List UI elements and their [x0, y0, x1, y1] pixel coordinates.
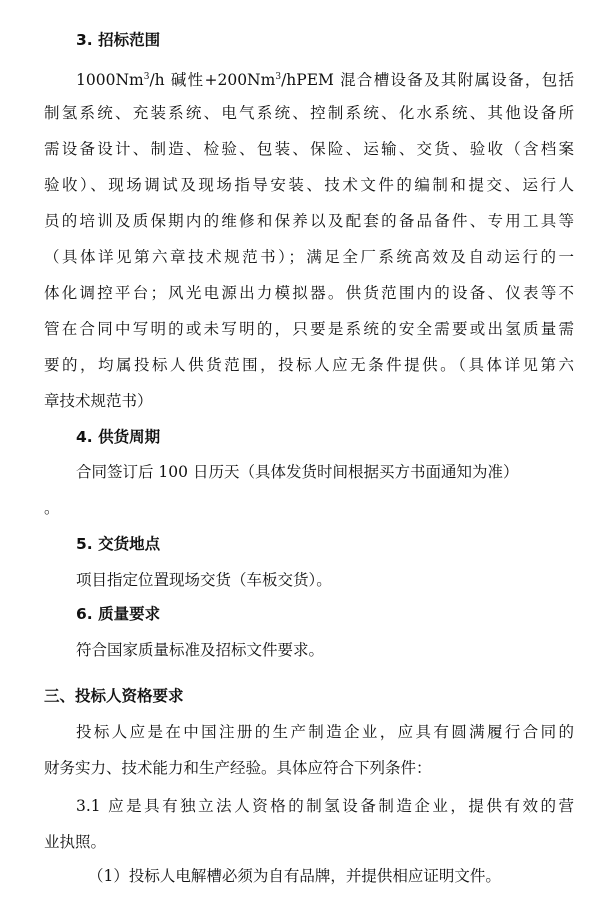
text-run: /hPEM 混合槽设备及其附属设备，包括 [281, 71, 574, 89]
section-3-paragraph-line-1 [76, 67, 574, 90]
item-1: （1）投标人电解槽必须为自有品牌，并提供相应证明文件。 [88, 867, 501, 885]
text-run: /h 碱性+200Nm [149, 71, 276, 89]
section-6-heading: 6. 质量要求 [76, 605, 161, 623]
paragraph-line: 章技术规范书） [44, 392, 153, 410]
section-4-text-line-1: 合同签订后 100 日历天（具体发货时间根据买方书面通知为准） [76, 463, 519, 481]
paragraph-line: 制氢系统、充装系统、电气系统、控制系统、化水系统、其他设备所 [44, 104, 574, 122]
section-5-text: 项目指定位置现场交货（车板交货）。 [76, 571, 332, 589]
section-3-heading: 3. 招标范围 [76, 31, 161, 49]
paragraph-line: 员的培训及质保期内的维修和保养以及配套的备品备件、专用工具等 [44, 212, 574, 230]
part-3-heading: 三、投标人资格要求 [44, 687, 184, 705]
superscript: 3 [275, 72, 282, 82]
section-6-text: 符合国家质量标准及招标文件要求。 [76, 641, 325, 659]
part-3-intro-line-2: 财务实力、技术能力和生产经验。具体应符合下列条件： [44, 759, 432, 777]
item-3-1-line-1: 3.1 应是具有独立法人资格的制氢设备制造企业，提供有效的营 [76, 797, 574, 815]
paragraph-line: （具体详见第六章技术规范书）；满足全厂系统高效及自动运行的一 [44, 248, 574, 266]
paragraph-line: 需设备设计、制造、检验、包装、保险、运输、交货、验收（含档案 [44, 140, 574, 158]
section-4-text-line-2: 。 [44, 499, 60, 517]
paragraph-line: 要的，均属投标人供货范围，投标人应无条件提供。（具体详见第六 [44, 356, 574, 374]
section-4-heading: 4. 供货周期 [76, 428, 161, 446]
superscript: 3 [143, 72, 150, 82]
text-run: 1000Nm [76, 71, 144, 89]
paragraph-line: 体化调控平台；风光电源出力模拟器。供货范围内的设备、仪表等不 [44, 284, 574, 302]
section-5-heading: 5. 交货地点 [76, 535, 161, 553]
item-3-1-line-2: 业执照。 [44, 833, 107, 851]
paragraph-line: 验收）、现场调试及现场指导安装、技术文件的编制和提交、运行人 [44, 176, 574, 194]
part-3-intro-line-1: 投标人应是在中国注册的生产制造企业，应具有圆满履行合同的 [76, 723, 574, 741]
paragraph-line: 管在合同中写明的或未写明的，只要是系统的安全需要或出氢质量需 [44, 320, 574, 338]
